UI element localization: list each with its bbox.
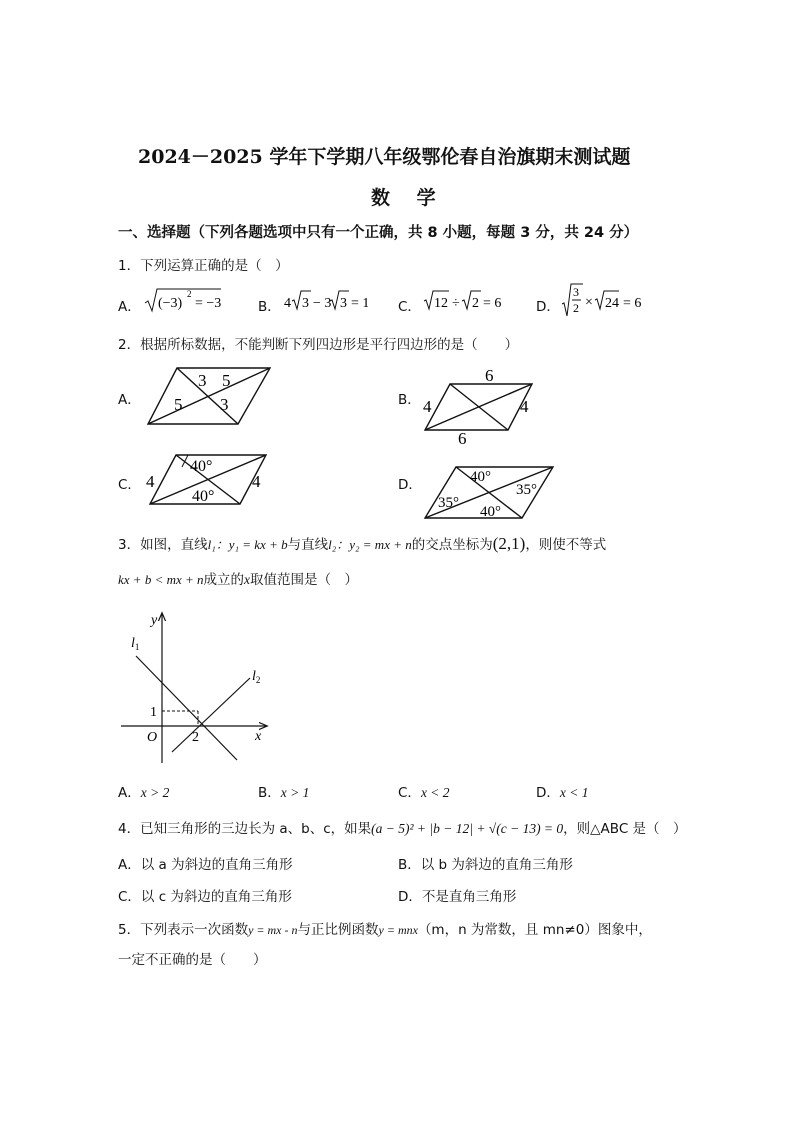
q3-stem-line2 [118, 568, 358, 588]
svg-text:(−3): (−3) [158, 296, 183, 311]
q5-linear-function: y = mx - n [248, 923, 298, 937]
q3-option-d [536, 781, 589, 801]
l1-label: $l_1$ [131, 636, 140, 652]
svg-text:4: 4 [284, 296, 291, 311]
tick-2-label: 2 [192, 730, 199, 745]
q5-text: 与正比例函数 [297, 922, 379, 938]
q5-stem-line1 [118, 918, 652, 938]
q3-stem-line1 [118, 533, 606, 554]
figure-label: 5 [222, 371, 231, 390]
figure-label: 3 [198, 371, 207, 390]
q1-option-d-expr [561, 282, 647, 324]
figure-label: 4 [423, 397, 432, 416]
option-label: C． [398, 785, 421, 801]
svg-text:3: 3 [573, 285, 579, 299]
q2-stem: 2．根据所标数据，不能判断下列四边形是平行四边形的是（ ） [118, 337, 519, 353]
svg-text:= −3: = −3 [195, 296, 222, 311]
figure-label: 35° [438, 495, 459, 511]
q4-option-a: A．以 a 为斜边的直角三角形 [118, 857, 293, 873]
q3-variable: x [244, 572, 251, 587]
q2-figure-b [420, 366, 544, 446]
l2-label: $l_2$ [252, 669, 261, 685]
svg-text:12: 12 [434, 296, 448, 311]
tick-1-label: 1 [150, 705, 157, 720]
figure-label: 4 [520, 397, 529, 416]
q4-text: ，则△ABC 是（ ） [563, 821, 687, 837]
q4-option-b: B．以 b 为斜边的直角三角形 [398, 857, 573, 873]
svg-text:2: 2 [187, 289, 192, 299]
x-axis-label: x [255, 729, 262, 744]
figure-label: 35° [516, 482, 537, 498]
q3-text: 成立的 [203, 572, 245, 588]
q1-option-c-expr [423, 288, 503, 318]
option-label: B． [258, 299, 281, 315]
svg-text:2: 2 [472, 296, 479, 311]
option-value: x < 1 [559, 785, 589, 800]
svg-text:= 6: = 6 [483, 296, 502, 311]
figure-label: 4 [252, 472, 261, 491]
q5-text: （m，n 为常数，且 mn≠0）图象中， [417, 922, 652, 938]
svg-text:3: 3 [302, 296, 309, 311]
q2-figure-c [144, 452, 270, 508]
y-axis-label: y [151, 613, 158, 628]
q4-text: 4．已知三角形的三边长为 a、b、c，如果 [118, 821, 372, 837]
q3-text: 的交点坐标为 [411, 537, 493, 553]
option-label: D． [536, 299, 560, 315]
option-value: x < 2 [420, 785, 450, 800]
q3-option-b [258, 781, 309, 801]
q1-stem: 1．下列运算正确的是（ ） [118, 258, 289, 274]
q5-text: 5．下列表示一次函数 [118, 922, 249, 938]
subject-title: 数 学 [371, 187, 446, 209]
page-title: 2024－2025 学年下学期八年级鄂伦春自治旗期末测试题 [138, 146, 631, 168]
svg-text:2: 2 [573, 301, 579, 315]
svg-text:= 6: = 6 [623, 296, 642, 311]
q3-option-a [118, 781, 169, 801]
q5-stem-line2: 一定不正确的是（ ） [118, 952, 267, 968]
q3-text: 3．如图，直线 [118, 537, 208, 553]
figure-label: 4 [146, 472, 155, 491]
svg-text:24: 24 [605, 296, 619, 311]
option-label: A． [118, 785, 141, 801]
figure-label: 40° [480, 504, 501, 520]
figure-label: 5 [174, 395, 183, 414]
svg-text:3: 3 [340, 296, 347, 311]
q3-graph [116, 608, 276, 768]
figure-label: 6 [458, 429, 467, 446]
q3-option-c [398, 781, 450, 801]
q4-option-d: D．不是直角三角形 [398, 889, 517, 905]
option-label: A． [118, 299, 141, 315]
option-value: x > 2 [140, 785, 170, 800]
q1-option-a-expr [143, 286, 223, 318]
q2-option-c-label: C． [118, 477, 141, 493]
q1-a-sqrt-icon [143, 286, 223, 314]
q2-figure-a [146, 366, 272, 428]
svg-text:÷: ÷ [452, 296, 460, 311]
svg-text:− 3: − 3 [313, 296, 332, 311]
figure-label: 3 [220, 395, 229, 414]
svg-text:= 1: = 1 [351, 296, 368, 311]
q3-text: 与直线 [287, 537, 329, 553]
figure-label: 6 [485, 366, 494, 385]
q2-option-d-label: D． [398, 477, 422, 493]
q3-l1-equation: l₁：y₁ = kx + b [207, 537, 288, 552]
q3-inequality: kx + b < mx + n [118, 572, 204, 587]
q2-option-b-label: B． [398, 392, 421, 408]
q2-figure-d [422, 464, 556, 522]
figure-label: 40° [192, 488, 215, 505]
line-l2 [172, 678, 250, 752]
section-heading: 一、选择题（下列各题选项中只有一个正确，共 8 小题，每题 3 分，共 24 分） [118, 225, 639, 241]
q2-option-a-label: A． [118, 392, 141, 408]
q5-proportional-function: y = mnx [378, 923, 418, 937]
figure-label: 40° [470, 469, 491, 485]
q1-option-b-expr [284, 288, 368, 318]
svg-text:×: × [585, 295, 593, 310]
option-label: C． [398, 299, 421, 315]
option-label: B． [258, 785, 281, 801]
option-label: D． [536, 785, 560, 801]
q4-stem [118, 817, 687, 837]
q4-option-c: C．以 c 为斜边的直角三角形 [118, 889, 292, 905]
q4-condition: (a − 5)² + |b − 12| + √(c − 13) = 0 [371, 821, 564, 836]
q3-l2-equation: l₂：y₂ = mx + n [328, 537, 412, 552]
q3-text: ，则使不等式 [525, 537, 607, 553]
figure-label: 40° [190, 458, 213, 475]
option-value: x > 1 [280, 785, 310, 800]
q3-intersection-point: (2,1) [492, 534, 526, 553]
origin-label: O [147, 730, 158, 745]
q3-text: 取值范围是（ ） [250, 572, 359, 588]
